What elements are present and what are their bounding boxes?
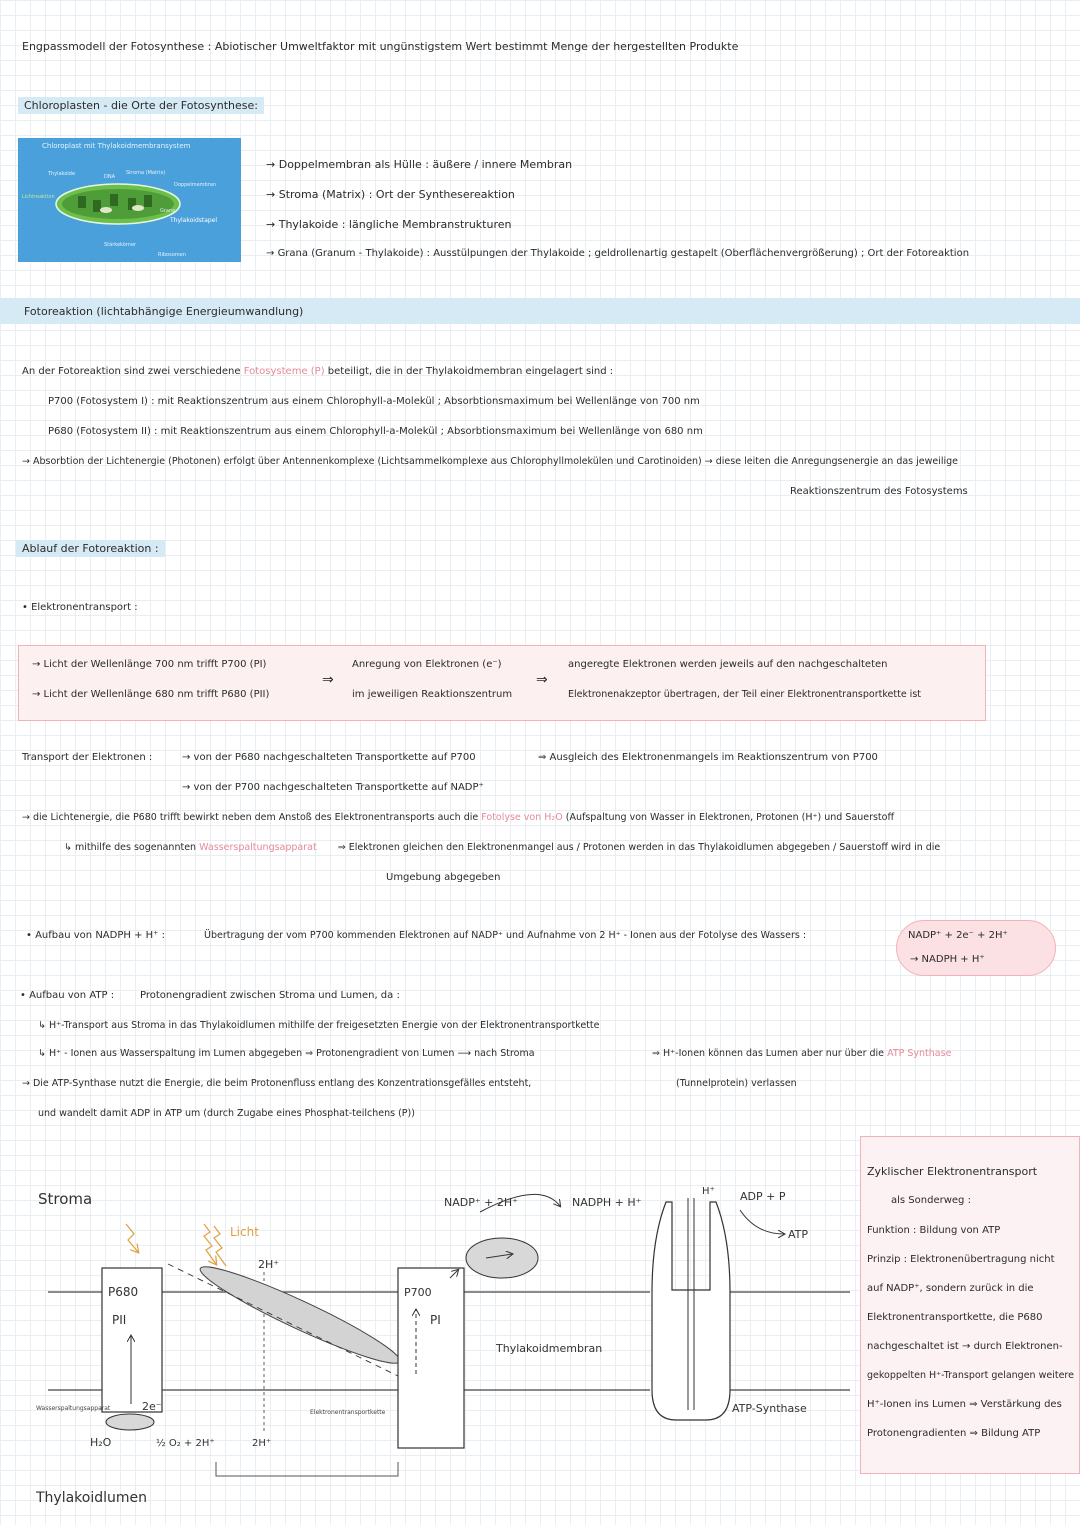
chloroplast-label-5: Grana [160,208,176,214]
nadph-equation-bubble [896,920,1056,976]
chloroplast-label-8: Ribosomen [158,252,186,258]
box-line: → Licht der Wellenlänge 680 nm trifft P680 (PII) [32,689,270,700]
atp-line-1: ↳ H⁺-Transport aus Stroma in das Thylakoidlumen mithilfe der freigesetzten Energie von der Elektronentransportkette [38,1020,600,1031]
diagram-pII: PII [112,1313,127,1327]
box-arrow: ⇒ [536,672,548,688]
bullet-text: Doppelmembran als Hülle : äußere / innere Membran [278,158,573,171]
chloroplast-bullet: → Grana (Granum - Thylakoide) : Ausstülpungen der Thylakoide ; geldrollenartig gestapelt (Oberflächenvergrößerung) ; Ort der Fotoreaktion [266,248,970,259]
header-line [22,40,738,53]
bullet-text: Thylakoide : längliche Membranstrukturen [278,218,512,231]
fotolyse-text-end: (Aufspaltung von Wasser in Elektronen, Protonen (H⁺) und Sauerstoff [565,812,895,823]
light-arrow-1 [126,1224,138,1252]
atp-line-3b: (Tunnelprotein) verlassen [676,1078,797,1089]
atp-line-4: und wandelt damit ADP in ATP um (durch Zugabe eines Phosphat-teilchens (P)) [38,1108,415,1119]
chloroplast-bullet: → Thylakoide : längliche Membranstrukturen [266,218,512,231]
chloroplast-label-4: Lichtreaktion [22,194,55,200]
fotolyse-line [22,812,894,823]
chloroplast-image [18,138,241,262]
nadph-label: • Aufbau von NADPH + H⁺ : [26,930,165,941]
zyklisch-line: Zyklischer Elektronentransport [867,1165,1038,1178]
diagram-h2o: H₂O [90,1436,112,1449]
chloroplast-label-2: Stroma (Matrix) [126,170,166,176]
intro-text: An der Fotoreaktion sind zwei verschiedene [22,366,241,377]
zyklisch-line: gekoppelten H⁺-Transport gelangen weitere [867,1370,1074,1381]
zyklisch-line: als Sonderweg : [891,1195,971,1206]
zyklisch-line: Funktion : Bildung von ATP [867,1225,1001,1236]
mithilfe-highlight: Wasserspaltungsapparat [199,842,317,853]
nadph-equation-1: NADP⁺ + 2e⁻ + 2H⁺ [908,930,1008,941]
atp-line-2: ↳ H⁺ - Ionen aus Wasserspaltung im Lumen abgegeben ⇒ Protonengradient von Lumen ⟶ nach Stroma [38,1048,535,1059]
elektronentransport-heading: • Elektronentransport : [22,602,138,613]
chloroplast-heading: Chloroplasten - die Orte der Fotosynthese: [18,97,264,114]
zyklisch-line: H⁺-Ionen ins Lumen ⇒ Verstärkung des [867,1399,1062,1410]
atp-intro: Protonengradient zwischen Stroma und Lumen, da : [140,990,400,1001]
atp-label: • Aufbau von ATP : [20,990,115,1001]
chloroplast-bullet: → Stroma (Matrix) : Ort der Synthesereaktion [266,188,515,201]
header-title: Engpassmodell der Fotosynthese [22,40,205,53]
nadph-equation-2: → NADPH + H⁺ [910,954,985,965]
diagram-membrane: Thylakoidmembran [496,1342,603,1355]
atp-line-2b-text: ⇒ H⁺-Ionen können das Lumen aber nur über die [652,1048,885,1059]
fotoreaktion-intro [22,366,613,377]
ausgleich-line: ⇒ Ausgleich des Elektronenmangels im Reaktionszentrum von P700 [538,752,878,763]
diagram-pI: PI [430,1313,441,1327]
diagram-stroma: Stroma [38,1190,93,1208]
diagram-2h-top: 2H⁺ [258,1258,280,1271]
box-line: im jeweiligen Reaktionszentrum [352,689,513,700]
diagram-lumen: Thylakoidlumen [36,1490,148,1506]
box-line: Anregung von Elektronen (e⁻) [352,659,502,670]
fotoreaktion-heading: Fotoreaktion (lichtabhängige Energieumwandlung) [24,305,304,318]
diagram-wasserspaltung: Wasserspaltungsapparat [36,1405,111,1412]
atp-synthase [652,1202,730,1420]
wasserspaltungsapparat [106,1414,154,1430]
nadp-reductase [466,1238,538,1278]
nadph-text: Übertragung der vom P700 kommenden Elektronen auf NADP⁺ und Aufnahme von 2 H⁺ - Ionen aus der Fotolyse des Wassers : [204,930,807,941]
p700-line: P700 (Fotosystem I) : mit Reaktionszentrum aus einem Chlorophyll-a-Molekül ; Absorbtionsmaximum bei Wellenlänge von 700 nm [48,396,700,407]
diagram-synthase: ATP-Synthase [732,1402,807,1415]
absorption-line-2: Reaktionszentrum des Fotosystems [790,486,968,497]
zyklisch-line: nachgeschaltet ist → durch Elektronen- [867,1341,1063,1352]
mithilfe-line [64,842,940,853]
ablauf-heading: Ablauf der Fotoreaktion : [16,540,165,557]
chloroplast-bullet: → Doppelmembran als Hülle : äußere / innere Membran [266,158,573,171]
diagram-atp: ATP [788,1228,809,1241]
intro-text-end: beteiligt, die in der Thylakoidmembran eingelagert sind : [327,366,614,377]
zyklisch-line: Elektronentransportkette, die P680 [867,1312,1043,1323]
transport-line-2: → von der P700 nachgeschalteten Transportkette auf NADP⁺ [182,782,484,793]
zyklisch-line: Protonengradienten ⇒ Bildung ATP [867,1428,1041,1439]
header-definition: : Abiotischer Umweltfaktor mit ungünstigstem Wert bestimmt Menge der hergestellten Produkte [207,40,739,53]
zyklisch-line: auf NADP⁺, sondern zurück in die [867,1283,1034,1294]
diagram-p680: P680 [108,1285,139,1299]
diagram-etk: Elektronentransportkette [310,1409,386,1416]
chloroplast-label-6: Thylakoidstapel [170,217,218,224]
fotoreaktion-diagram [0,1140,860,1525]
zyklisch-line: Prinzip : Elektronenübertragung nicht [867,1254,1055,1265]
diagram-2h-lumen: 2H⁺ [252,1438,272,1449]
chloroplast-label-0: Thylakoide [48,171,76,177]
bracket [216,1462,398,1476]
fotolyse-highlight: Fotolyse von H₂O [481,812,563,823]
chloroplast-image-title: Chloroplast mit Thylakoidmembransystem [42,142,191,150]
transport-label: Transport der Elektronen : [22,752,153,763]
mithilfe-text: ↳ mithilfe des sogenannten [64,842,197,853]
light-arrow-2 [204,1224,216,1264]
chloroplast-illustration [18,138,241,262]
chloroplast-label-1: DNA [104,174,116,180]
diagram-o2: ½ O₂ + 2H⁺ [156,1438,215,1449]
absorption-line: → Absorbtion der Lichtenergie (Photonen) erfolgt über Antennenkomplexe (Lichtsammelkomplexe aus Chlorophyllmolekülen und Carotinoiden) → diese leiten die Anregungsenergie an das jeweilige [22,456,959,467]
atp-line-2b [652,1048,951,1059]
atp-synthase-highlight: ATP Synthase [887,1048,952,1059]
bullet-text: Stroma (Matrix) : Ort der Synthesereaktion [278,188,515,201]
atp-arrow [740,1210,784,1234]
diagram-p700: P700 [404,1286,432,1299]
bullet-text: Grana (Granum - Thylakoide) : Ausstülpungen der Thylakoide ; geldrollenartig gestapelt (Oberflächenvergrößerung) ; Ort der Fotoreaktion [277,248,970,259]
diagram-adp: ADP + P [740,1190,786,1203]
diagram-nadph: NADPH + H⁺ [572,1196,642,1209]
diagram-2e: 2e⁻ [142,1400,162,1413]
elektronentransport-box [18,645,986,721]
chloroplast-label-7: Stärkekörner [104,242,137,248]
p680-line: P680 (Fotosystem II) : mit Reaktionszentrum aus einem Chlorophyll-a-Molekül ; Absorbtionsmaximum bei Wellenlänge von 680 nm [48,426,703,437]
atp-line-3: → Die ATP-Synthase nutzt die Energie, die beim Protonenfluss entlang des Konzentrationsgefälles entsteht, [22,1078,532,1089]
fotolyse-text: → die Lichtenergie, die P680 trifft bewirkt neben dem Anstoß des Elektronentransports auch die [22,812,479,823]
light-arrow-3 [214,1226,226,1266]
transport-line-1: → von der P680 nachgeschalteten Transportkette auf P700 [182,752,476,763]
box-line: Elektronenakzeptor übertragen, der Teil einer Elektronentransportkette ist [568,689,921,700]
umgebung-line: Umgebung abgegeben [386,872,501,883]
intro-highlight: Fotosysteme (P) [243,366,325,377]
box-arrow: ⇒ [322,672,334,688]
box-line: → Licht der Wellenlänge 700 nm trifft P700 (PI) [32,659,267,670]
diagram-nadp: NADP⁺ + 2H⁺ [444,1196,518,1209]
diagram-licht: Licht [230,1225,259,1239]
diagram-h-top: H⁺ [702,1186,715,1197]
electron-transport-chain [194,1256,405,1374]
zyklischer-box [860,1136,1080,1474]
chloroplast-label-3: Doppelmembran [174,182,217,188]
box-line: angeregte Elektronen werden jeweils auf den nachgeschalteten [568,659,888,670]
mithilfe-text-end: ⇒ Elektronen gleichen den Elektronenmangel aus / Protonen werden in das Thylakoidlumen abgegeben / Sauerstoff wird in die [337,842,941,853]
